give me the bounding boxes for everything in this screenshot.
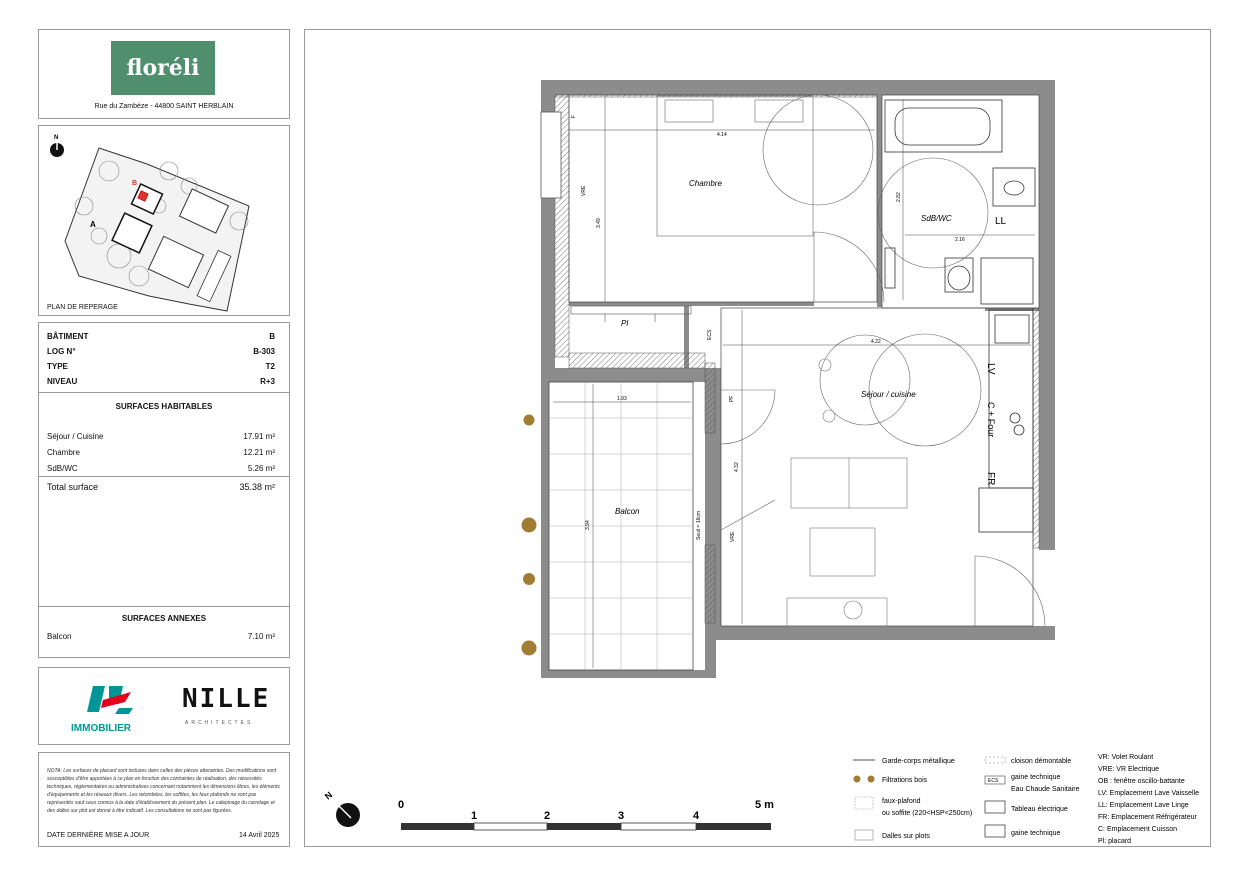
legend-abbr: FR: Emplacement Réfrigérateur <box>1098 814 1197 821</box>
tag-pf: PF <box>729 395 735 402</box>
tag-f: F <box>571 114 577 118</box>
room-label-sejour: Séjour / cuisine <box>861 390 916 399</box>
tag-vre-sejour: VRE <box>730 531 736 542</box>
floreli-logo: floréli <box>111 41 215 95</box>
dim-sdb-h: 2.82 <box>896 192 902 202</box>
scale-bar <box>401 823 771 830</box>
scale-north <box>336 803 360 827</box>
bathroom-fixtures <box>885 100 1035 304</box>
plan-panel <box>304 29 1211 847</box>
legend-abbr: VRE: VR Electrique <box>1098 766 1160 773</box>
surface-row: SdB/WC 5.26 m² <box>47 464 275 473</box>
annexes-title: SURFACES ANNEXES <box>121 614 207 623</box>
surface-row: Chambre 12.21 m² <box>47 448 275 457</box>
tag-vre-chambre: VRE <box>581 185 587 196</box>
north-label: N <box>54 135 59 141</box>
legend-item: ou soffite (220<HSP<250cm) <box>882 810 973 817</box>
scale-tick: 1 <box>471 810 478 822</box>
dim-sejour-w: 4.22 <box>871 339 881 345</box>
legend-item: Eau Chaude Sanitaire <box>1011 786 1080 793</box>
window-frame <box>541 112 561 198</box>
bank-name: IMMOBILIER <box>71 723 131 734</box>
scale-tick: 4 <box>693 810 700 822</box>
scale-tick: 0 <box>398 799 405 811</box>
info-row: NIVEAU R+3 <box>47 377 275 386</box>
room-label-chambre: Chambre <box>689 179 722 188</box>
legend-item: faux-plafond <box>882 798 921 805</box>
legend-abbr: VR: Volet Roulant <box>1098 754 1154 761</box>
legend-item: cloison démontable <box>1011 758 1072 765</box>
info-row: TYPE T2 <box>47 362 275 371</box>
legend-abbr: C: Emplacement Cuisson <box>1098 826 1177 833</box>
surfaces-title: SURFACES HABITABLES <box>115 402 213 411</box>
legend-item: gaine technique <box>1011 830 1061 837</box>
room-label-balcon: Balcon <box>615 507 640 516</box>
legend-item: gaine technique <box>1011 774 1061 781</box>
dim-chambre-w: 4.14 <box>717 132 727 138</box>
address: Rue du Zambèze - 44800 SAINT HERBLAIN <box>94 103 234 110</box>
wardrobe <box>571 306 691 322</box>
dim-balcon-w: 1.93 <box>617 396 627 402</box>
scale-tick: 2 <box>544 810 551 822</box>
legend-item: Dalles sur plots <box>882 833 930 840</box>
tag-lv: LV <box>985 363 996 375</box>
dim-sejour-h: 4.32 <box>734 462 740 472</box>
balcony-posts <box>522 415 537 656</box>
legend-item: Tableau électrique <box>1011 806 1068 813</box>
dim-sdb-w: 2.16 <box>955 237 965 243</box>
tag-fr: FR <box>985 472 996 486</box>
scale-north-label: N <box>322 789 335 802</box>
scale-tick: 5 m <box>755 799 774 811</box>
total-surface-row: Total surface 35.38 m² <box>47 482 275 492</box>
legend-item: Garde-corps métallique <box>882 758 955 765</box>
annex-row: Balcon 7.10 m² <box>47 632 275 641</box>
info-row: LOG N° B-303 <box>47 347 275 356</box>
scale-tick: 3 <box>618 810 625 822</box>
site-plan-caption: PLAN DE REPERAGE <box>47 304 118 311</box>
dim-balcon-h: 3.94 <box>585 520 591 530</box>
info-row: BÂTIMENT B <box>47 332 275 341</box>
room-label-placard: Pl <box>621 319 629 328</box>
surface-row: Séjour / Cuisine 17.91 m² <box>47 432 275 441</box>
architect-sub: ARCHITECTES <box>185 720 254 726</box>
bed <box>657 96 813 236</box>
legend-item: Filtrations bois <box>882 777 928 784</box>
note-panel <box>38 752 290 847</box>
tag-ecs: ECS <box>707 329 713 340</box>
legend-abbr: LL: Emplacement Lave Linge <box>1098 802 1189 809</box>
tag-c: C + Four <box>986 402 996 438</box>
dim-chambre-h: 3.49 <box>596 218 602 228</box>
legend-abbr: Pl: placard <box>1098 838 1132 845</box>
legend-abbr: LV: Emplacement Lave Vaisselle <box>1098 790 1200 797</box>
site-plan-panel <box>38 125 290 316</box>
date-label: DATE DERNIÈRE MISE A JOUR <box>47 832 150 839</box>
legend-abbr: OB : fenêtre oscillo-battante <box>1098 778 1185 785</box>
site-outline <box>65 148 249 311</box>
building-label-b: B <box>132 180 138 187</box>
credit-agricole-logo <box>79 682 159 722</box>
north-arrow <box>50 140 64 157</box>
info-panel <box>38 322 290 658</box>
legend-ecs-symbol: ECS <box>988 778 999 784</box>
date-value: 14 Avril 2025 <box>239 832 280 839</box>
architect-logo: NILLE <box>182 684 271 714</box>
partners-panel <box>38 667 290 745</box>
tag-ll: LL <box>995 216 1007 227</box>
brand-panel <box>38 29 290 119</box>
tag-seuil: Seuil = 16cm <box>696 510 702 540</box>
floor-plan-drawing <box>305 30 1210 846</box>
living-furniture <box>787 359 907 626</box>
note-text: NOTA: Les surfaces de placard sont incluses dans celles des pièces attenantes. Des modifications sont susceptibles d'être apportées à ce plan en fonction des contraintes de réalisation, des nécessités techniques, réglementaires ou administratives concernant notamment les dimensions libres, les éléments d'équipements et les réseaux divers. Les retombées, les soffites, les faux plafonds ne sont pas représentés sauf ceux connus à la date d'établissement du présent plan. Le calepinage du carrelage et des dalles sur plot est donné à titre indicatif. Les consultations ne sont pas figurées. <box>47 768 280 814</box>
site-plan <box>39 126 289 315</box>
legend-symbols <box>853 757 1005 840</box>
balcony-tiles <box>549 382 693 670</box>
room-label-sdb: SdB/WC <box>921 214 952 223</box>
building-label-a: A <box>90 220 96 229</box>
